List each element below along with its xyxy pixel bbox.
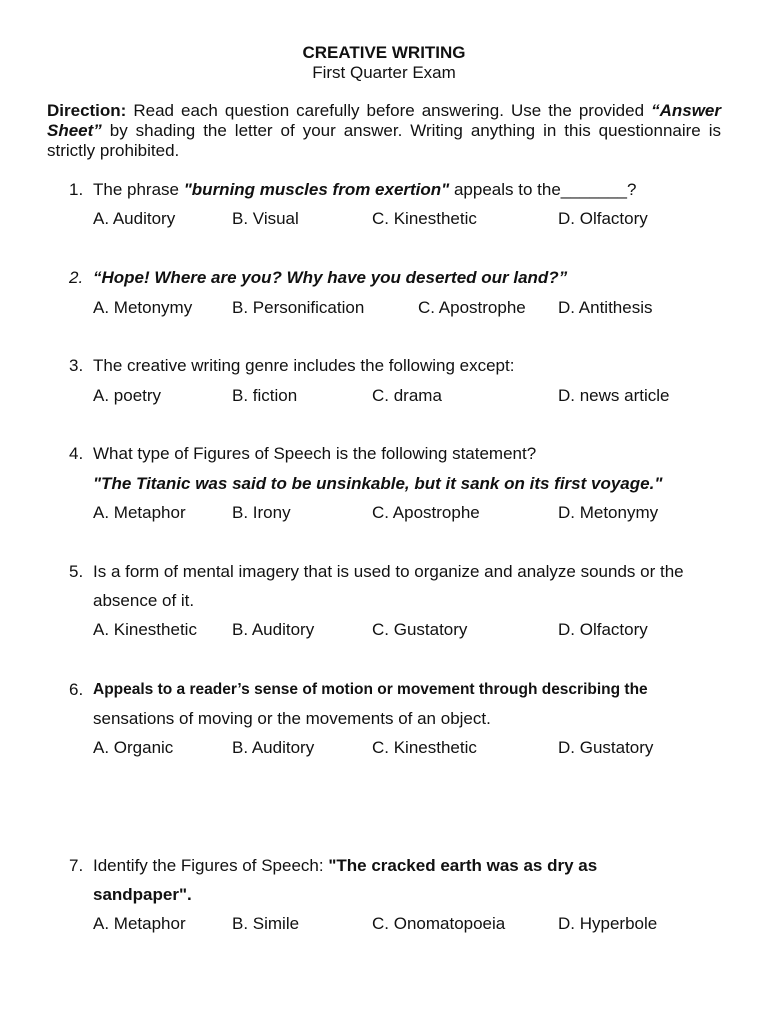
stem-emphasis: "The cracked earth was as dry as (328, 856, 598, 875)
question-number: 4. (69, 444, 84, 463)
question-number: 2. (69, 268, 84, 287)
option-d: D. Olfactory (558, 209, 648, 228)
question-stem: What type of Figures of Speech is the following statement? (93, 444, 537, 463)
option-b: B. Auditory (232, 620, 315, 639)
question-number: 3. (69, 356, 84, 375)
option-c: C. Apostrophe (418, 298, 526, 317)
option-c: C. Kinesthetic (372, 738, 477, 757)
exam-title: CREATIVE WRITING (302, 43, 466, 62)
option-c: C. drama (372, 386, 442, 405)
question-stem: “Hope! Where are you? Why have you deserted our land?” (93, 268, 568, 287)
option-d: D. Hyperbole (558, 914, 658, 933)
question-stem-line2: sensations of moving or the movements of an object. (93, 709, 491, 728)
direction-emphasis: “Answer Sheet” (47, 101, 721, 140)
question-stem: Is a form of mental imagery that is used to organize and analyze sounds or the (93, 562, 684, 581)
options-row (93, 503, 733, 523)
direction-label: Direction: (47, 101, 127, 120)
options-row (93, 620, 733, 640)
stem-text-end: appeals to the_______? (449, 180, 637, 199)
options-row (93, 738, 733, 758)
options-row (93, 209, 733, 229)
question-stem (93, 856, 729, 876)
option-c: C. Gustatory (372, 620, 468, 639)
option-b: B. Personification (232, 298, 365, 317)
option-d: D. Metonymy (558, 503, 659, 522)
question-number: 7. (69, 856, 84, 875)
option-a: A. Organic (93, 738, 174, 757)
question-stem-line2: sandpaper". (93, 885, 192, 904)
direction-text-2: by shading the letter of your answer. Writing anything in this questionnaire is strictly prohibited. (47, 121, 721, 160)
option-b: B. fiction (232, 386, 298, 405)
question-number: 5. (69, 562, 84, 581)
question-stem: Appeals to a reader’s sense of motion or movement through describing the (93, 681, 648, 698)
stem-text: The phrase (93, 180, 184, 199)
option-a: A. Kinesthetic (93, 620, 197, 639)
question-number: 1. (69, 180, 84, 199)
options-row (93, 386, 733, 406)
option-b: B. Visual (232, 209, 299, 228)
option-a: A. poetry (93, 386, 162, 405)
options-row (93, 914, 733, 934)
option-a: A. Metaphor (93, 914, 186, 933)
option-b: B. Irony (232, 503, 291, 522)
option-c: C. Kinesthetic (372, 209, 477, 228)
stem-text: Identify the Figures of Speech: (93, 856, 329, 875)
direction-text-1: Read each question carefully before answering. Use the provided (126, 101, 652, 120)
option-b: B. Simile (232, 914, 300, 933)
direction-paragraph (47, 101, 721, 161)
option-d: D. Antithesis (558, 298, 653, 317)
option-d: D. Gustatory (558, 738, 654, 757)
option-a: A. Auditory (93, 209, 176, 228)
option-d: D. news article (558, 386, 670, 405)
options-row (93, 298, 733, 318)
option-b: B. Auditory (232, 738, 315, 757)
option-a: A. Metaphor (93, 503, 186, 522)
question-stem (93, 180, 729, 200)
option-c: C. Apostrophe (372, 503, 480, 522)
question-stem-line2: absence of it. (93, 591, 195, 610)
question-number: 6. (69, 680, 84, 699)
question-quote: "The Titanic was said to be unsinkable, but it sank on its first voyage." (93, 474, 663, 493)
stem-emphasis: "burning muscles from exertion" (183, 180, 450, 199)
option-a: A. Metonymy (93, 298, 193, 317)
option-d: D. Olfactory (558, 620, 648, 639)
option-c: C. Onomatopoeia (372, 914, 506, 933)
exam-subtitle: First Quarter Exam (312, 63, 456, 82)
question-stem: The creative writing genre includes the following except: (93, 356, 515, 375)
